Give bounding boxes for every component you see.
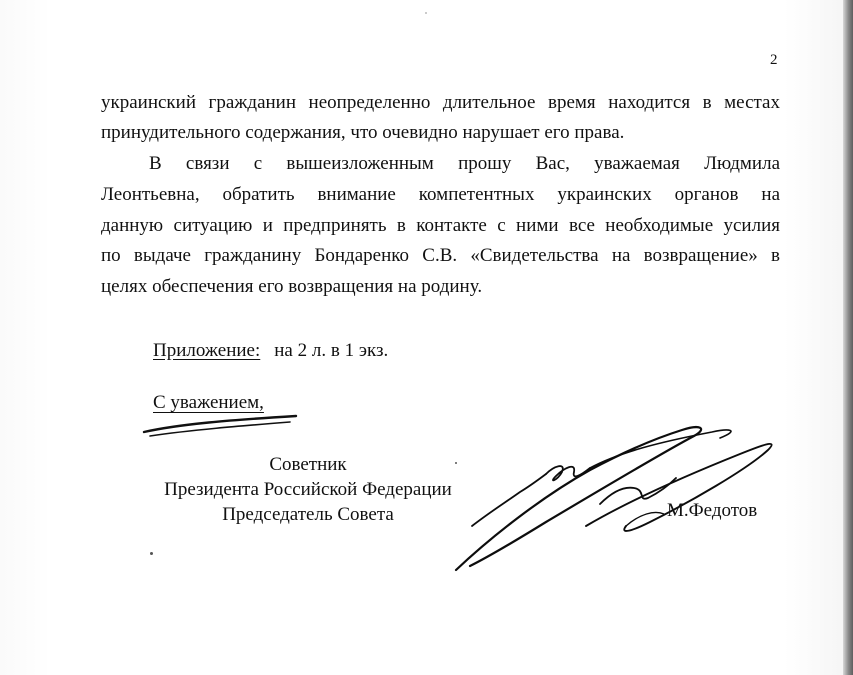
- paragraph2-line4: по выдаче гражданину Бондаренко С.В. «Свидетельства на возвращение» в: [101, 245, 780, 266]
- handwritten-signature: [450, 418, 790, 578]
- paragraph2-line3: данную ситуацию и предпринять в контакте с ними все необходимые усилия: [101, 215, 780, 236]
- signatory-name: М.Федотов: [667, 500, 758, 521]
- page-number: 2: [770, 52, 778, 68]
- attachment-value: на 2 л. в 1 экз.: [274, 340, 389, 361]
- paragraph2-line5: целях обеспечения его возвращения на родину.: [101, 276, 483, 297]
- closing-underline-flourish: [140, 408, 300, 438]
- closing-phrase: С уважением,: [153, 392, 264, 413]
- paragraph2-line2: Леонтьевна, обратить внимание компетентных украинских органов на: [101, 184, 780, 205]
- paragraph1-line2: принудительного содержания, что очевидно нарушает его права.: [101, 122, 625, 143]
- scan-edge-shadow: [843, 0, 853, 675]
- signatory-title-line1: Советник: [269, 454, 347, 475]
- scan-speck: [455, 462, 457, 464]
- signatory-title-line3: Председатель Совета: [222, 504, 394, 525]
- attachment-line: [153, 340, 388, 362]
- scan-speck: [150, 552, 153, 555]
- signatory-title-line2: Президента Российской Федерации: [164, 479, 452, 500]
- paragraph1-line1: украинский гражданин неопределенно длительное время находится в местах: [101, 92, 780, 113]
- signatory-title-block: [140, 452, 476, 527]
- attachment-label: Приложение:: [153, 340, 261, 361]
- scan-speck: [425, 12, 427, 14]
- paragraph2-line1: В связи с вышеизложенным прошу Вас, уважаемая Людмила: [149, 153, 780, 174]
